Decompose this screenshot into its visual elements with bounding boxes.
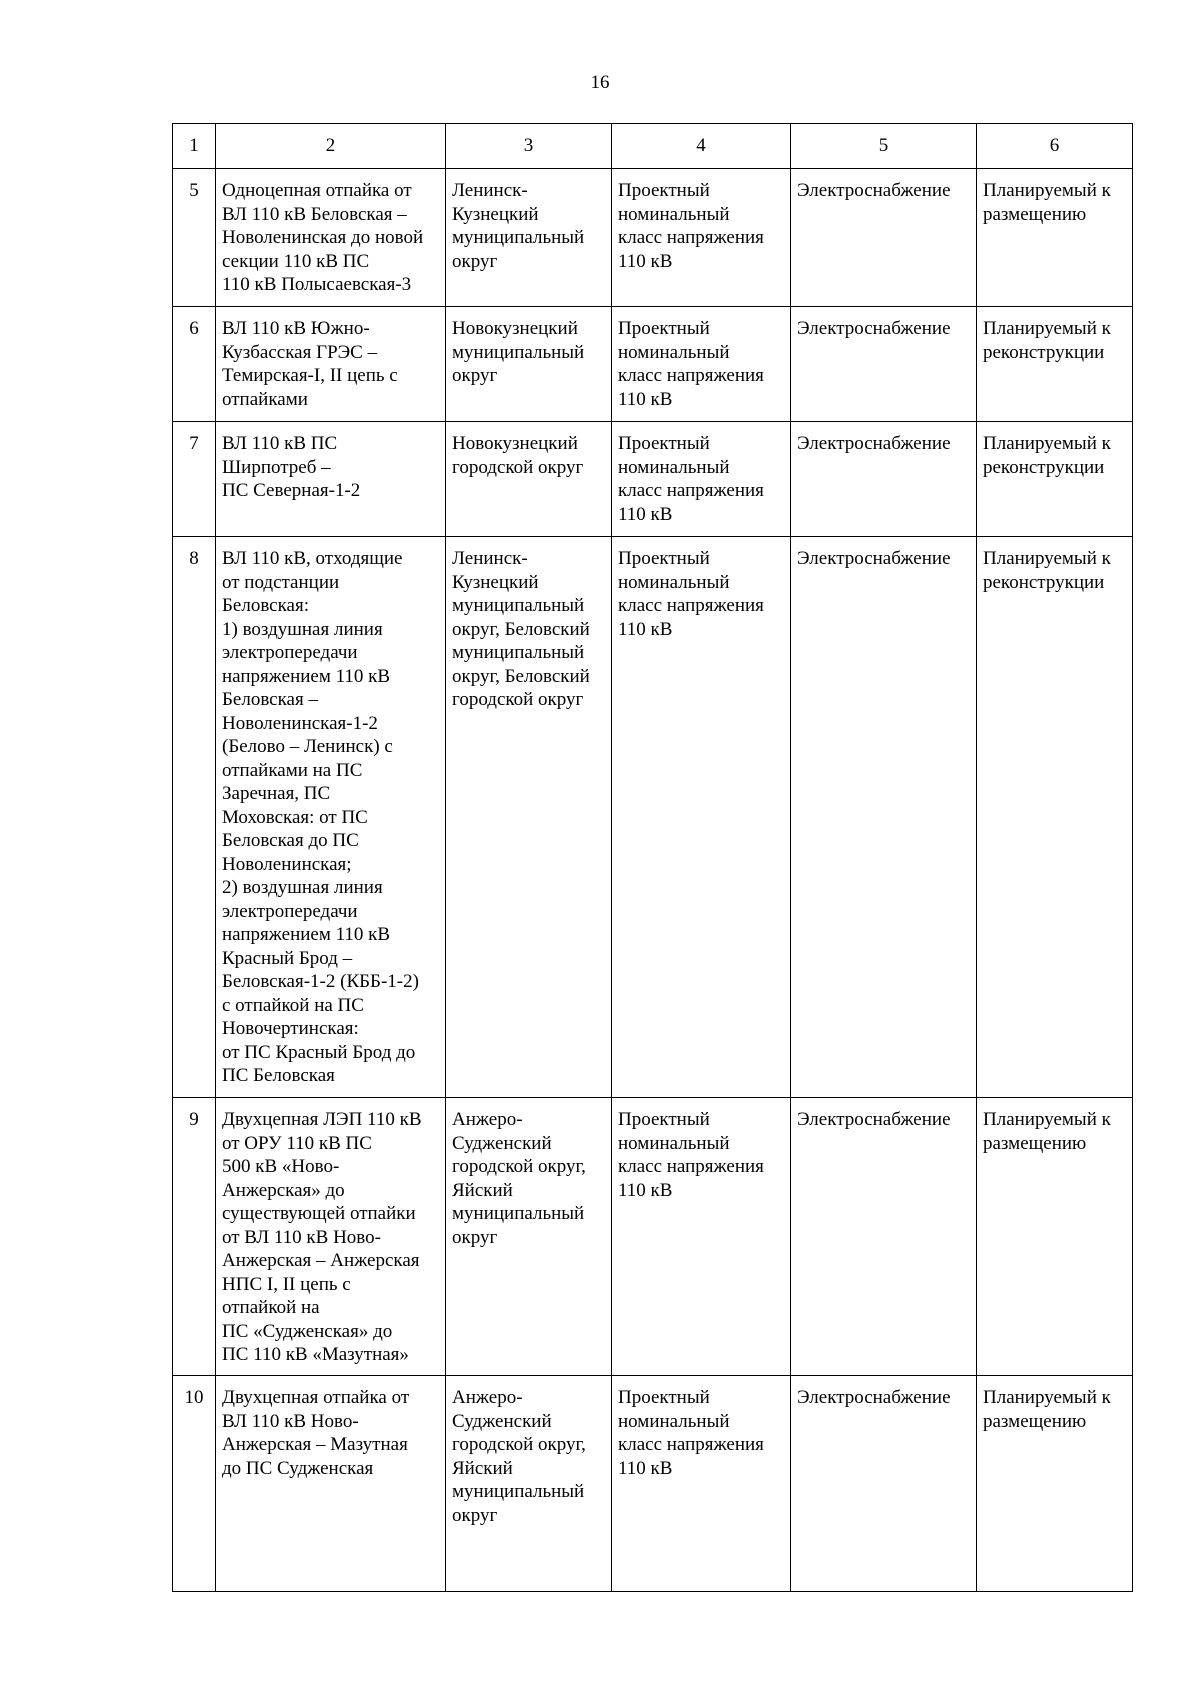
column-header: 1 — [173, 124, 216, 169]
page-number: 16 — [590, 72, 610, 93]
row-number: 10 — [173, 1376, 216, 1592]
table-row — [173, 422, 1133, 537]
location-cell: Новокузнецкий муниципальный округ — [446, 307, 612, 422]
table-row — [173, 1098, 1133, 1376]
characteristics-cell: Проектный номинальный класс напряжения 110 кВ — [612, 307, 791, 422]
table-header-row — [173, 124, 1133, 169]
location-cell: Ленинск- Кузнецкий муниципальный округ — [446, 169, 612, 307]
characteristics-cell: Проектный номинальный класс напряжения 110 кВ — [612, 169, 791, 307]
characteristics-cell: Проектный номинальный класс напряжения 110 кВ — [612, 537, 791, 1098]
purpose-cell: Электроснабжение — [791, 169, 977, 307]
column-header: 4 — [612, 124, 791, 169]
column-header: 3 — [446, 124, 612, 169]
objects-table — [172, 123, 1133, 1592]
purpose-cell: Электроснабжение — [791, 537, 977, 1098]
purpose-cell: Электроснабжение — [791, 1098, 977, 1376]
purpose-cell: Электроснабжение — [791, 422, 977, 537]
object-name-cell: ВЛ 110 кВ, отходящие от подстанции Беловская: 1) воздушная линия электропередачи напряжением 110 кВ Беловская – Новоленинская-1-2 (Белово – Ленинск) с отпайками на ПС Заречная, ПС Моховская: от ПС Беловская до ПС Новоленинская; 2) воздушная линия электропередачи напряжением 110 кВ Красный Брод – Беловская-1-2 (КББ-1-2) с отпайкой на ПС Новочертинская: от ПС Красный Брод до ПС Беловская — [216, 537, 446, 1098]
object-name-cell: Двухцепная ЛЭП 110 кВ от ОРУ 110 кВ ПС 500 кВ «Ново- Анжерская» до существующей отпайки от ВЛ 110 кВ Ново- Анжерская – Анжерская НПС I, II цепь с отпайкой на ПС «Судженская» до ПС 110 кВ «Мазутная» — [216, 1098, 446, 1376]
column-header: 2 — [216, 124, 446, 169]
location-cell: Анжеро- Судженский городской округ, Яйский муниципальный округ — [446, 1098, 612, 1376]
status-cell: Планируемый к размещению — [977, 169, 1133, 307]
location-cell: Ленинск- Кузнецкий муниципальный округ, Беловский муниципальный округ, Беловский городской округ — [446, 537, 612, 1098]
status-cell: Планируемый к реконструкции — [977, 307, 1133, 422]
table-row — [173, 307, 1133, 422]
purpose-cell: Электроснабжение — [791, 1376, 977, 1592]
status-cell: Планируемый к реконструкции — [977, 537, 1133, 1098]
object-name-cell: ВЛ 110 кВ ПС Ширпотреб – ПС Северная-1-2 — [216, 422, 446, 537]
table-row — [173, 1376, 1133, 1592]
column-header: 6 — [977, 124, 1133, 169]
object-name-cell: ВЛ 110 кВ Южно- Кузбасская ГРЭС – Темирская-I, II цепь с отпайками — [216, 307, 446, 422]
status-cell: Планируемый к реконструкции — [977, 422, 1133, 537]
column-header: 5 — [791, 124, 977, 169]
characteristics-cell: Проектный номинальный класс напряжения 110 кВ — [612, 1376, 791, 1592]
table-row — [173, 169, 1133, 307]
object-name-cell: Одноцепная отпайка от ВЛ 110 кВ Беловская – Новоленинская до новой секции 110 кВ ПС 110 кВ Полысаевская-3 — [216, 169, 446, 307]
row-number: 6 — [173, 307, 216, 422]
object-name-cell: Двухцепная отпайка от ВЛ 110 кВ Ново- Анжерская – Мазутная до ПС Судженская — [216, 1376, 446, 1592]
row-number: 7 — [173, 422, 216, 537]
location-cell: Анжеро- Судженский городской округ, Яйский муниципальный округ — [446, 1376, 612, 1592]
row-number: 5 — [173, 169, 216, 307]
location-cell: Новокузнецкий городской округ — [446, 422, 612, 537]
table-row — [173, 537, 1133, 1098]
characteristics-cell: Проектный номинальный класс напряжения 110 кВ — [612, 422, 791, 537]
row-number: 8 — [173, 537, 216, 1098]
purpose-cell: Электроснабжение — [791, 307, 977, 422]
status-cell: Планируемый к размещению — [977, 1376, 1133, 1592]
status-cell: Планируемый к размещению — [977, 1098, 1133, 1376]
row-number: 9 — [173, 1098, 216, 1376]
characteristics-cell: Проектный номинальный класс напряжения 110 кВ — [612, 1098, 791, 1376]
